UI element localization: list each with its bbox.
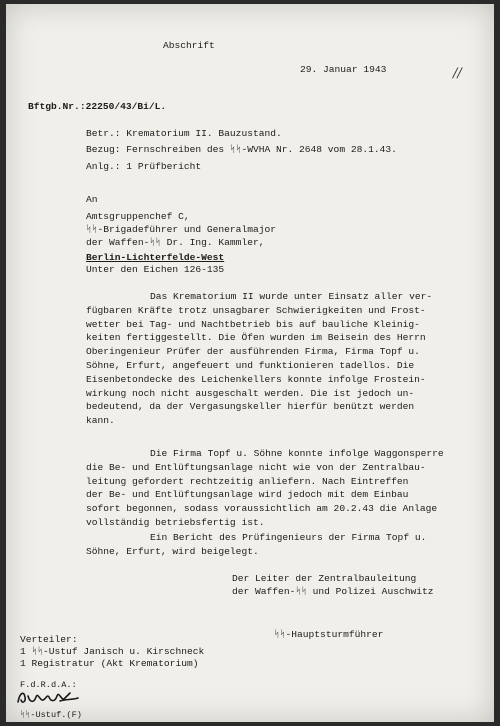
body-p2-line: leitung gefordert rechtzeitig anliefern. Nach Eintreffen [86, 475, 409, 487]
subject-bezug: Bezug: Fernschreiben des ᛋᛋ-WVHA Nr. 2648 vom 28.1.43. [86, 144, 397, 155]
subject-betr: Betr.: Krematorium II. Bauzustand. [86, 128, 282, 139]
body-p1-line: wirkung noch nicht ausgeschalt werden. Die ist jedoch un- [86, 387, 415, 399]
body-p1-line: Eisenbetondecke des Leichenkellers konnte infolge Frostein- [86, 373, 426, 385]
body-p2-line: die Be- und Entlüftungsanlage nicht wie von der Zentralbau- [86, 461, 426, 473]
recipient-line-2: ᛋᛋ-Brigadeführer und Generalmajor [86, 224, 276, 235]
closing-line-1: Der Leiter der Zentralbauleitung [232, 573, 417, 584]
recipient-street: Unter den Eichen 126-135 [86, 264, 225, 275]
body-p2-line: sofort begonnen, sodass voraussichtlich am 20.2.43 die Anlage [86, 503, 438, 515]
body-p1-line: kann. [86, 415, 115, 427]
body-paragraph-1 [86, 290, 482, 428]
recipient-an: An [86, 194, 98, 205]
body-paragraph-3 [86, 531, 482, 559]
distribution-item-2: 1 Registratur (Akt Krematorium) [20, 658, 199, 669]
body-p3-line: Söhne, Erfurt, wird beigelegt. [86, 545, 259, 557]
recipient-city: Berlin-Lichterfelde-West [86, 252, 225, 263]
body-p3-line: Ein Bericht des Prüfingenieurs der Firma Topf u. [150, 532, 427, 543]
closing-line-2: der Waffen-ᛋᛋ und Polizei Auschwitz [232, 586, 434, 597]
recipient-line-1: Amtsgruppenchef C, [86, 211, 190, 222]
corner-handwritten-mark: // [453, 66, 462, 81]
body-p2-line: der Be- und Entlüftungsanlage wird jedoch mit dem Einbau [86, 489, 409, 501]
body-p1-line: Oberingenieur Prüfer der ausführenden Firma, Firma Topf u. [86, 346, 420, 358]
body-p1-line: Das Krematorium II wurde unter Einsatz aller ver- [150, 291, 433, 302]
body-p1-line: keiten fertiggestellt. Die Öfen wurden im Beisein des Herrn [86, 332, 426, 344]
closing-rank: ᛋᛋ-Hauptsturmführer [274, 629, 384, 640]
body-p1-line: fügbaren Kräfte trotz unsagbarer Schwierigkeiten und Frost- [86, 304, 426, 316]
body-p1-line: wetter bei Tag- und Nachtbetrieb bis auf bauliche Kleinig- [86, 318, 420, 330]
distribution-item-1: 1 ᛋᛋ-Ustuf Janisch u. Kirschneck [20, 646, 205, 657]
document-sheet [6, 4, 494, 722]
body-p2-line: Die Firma Topf u. Söhne konnte infolge Waggonsperre [150, 448, 444, 459]
certification-fdrda: F.d.R.d.A.: [20, 680, 77, 690]
body-p1-line: Söhne, Erfurt, angefeuert und funktionieren tadellos. Die [86, 359, 415, 371]
distribution-label: Verteiler: [20, 634, 78, 645]
subject-anlg: Anlg.: 1 Prüfbericht [86, 161, 202, 172]
recipient-line-3: der Waffen-ᛋᛋ Dr. Ing. Kammler, [86, 237, 265, 248]
body-p1-line: bedeutend, da der Vergasungskeller hierfür benützt werden [86, 401, 415, 413]
certification-rank: ᛋᛋ-Ustuf.(F) [20, 710, 82, 720]
body-p2-line: vollständig betriebsfertig ist. [86, 516, 265, 528]
document-date: 29. Januar 1943 [300, 64, 387, 75]
body-paragraph-2 [86, 447, 482, 530]
reference-line: Bftgb.Nr.:22250/43/Bi/L. [28, 101, 167, 112]
header-label: Abschrift [163, 40, 215, 51]
handwritten-signature [14, 688, 84, 708]
